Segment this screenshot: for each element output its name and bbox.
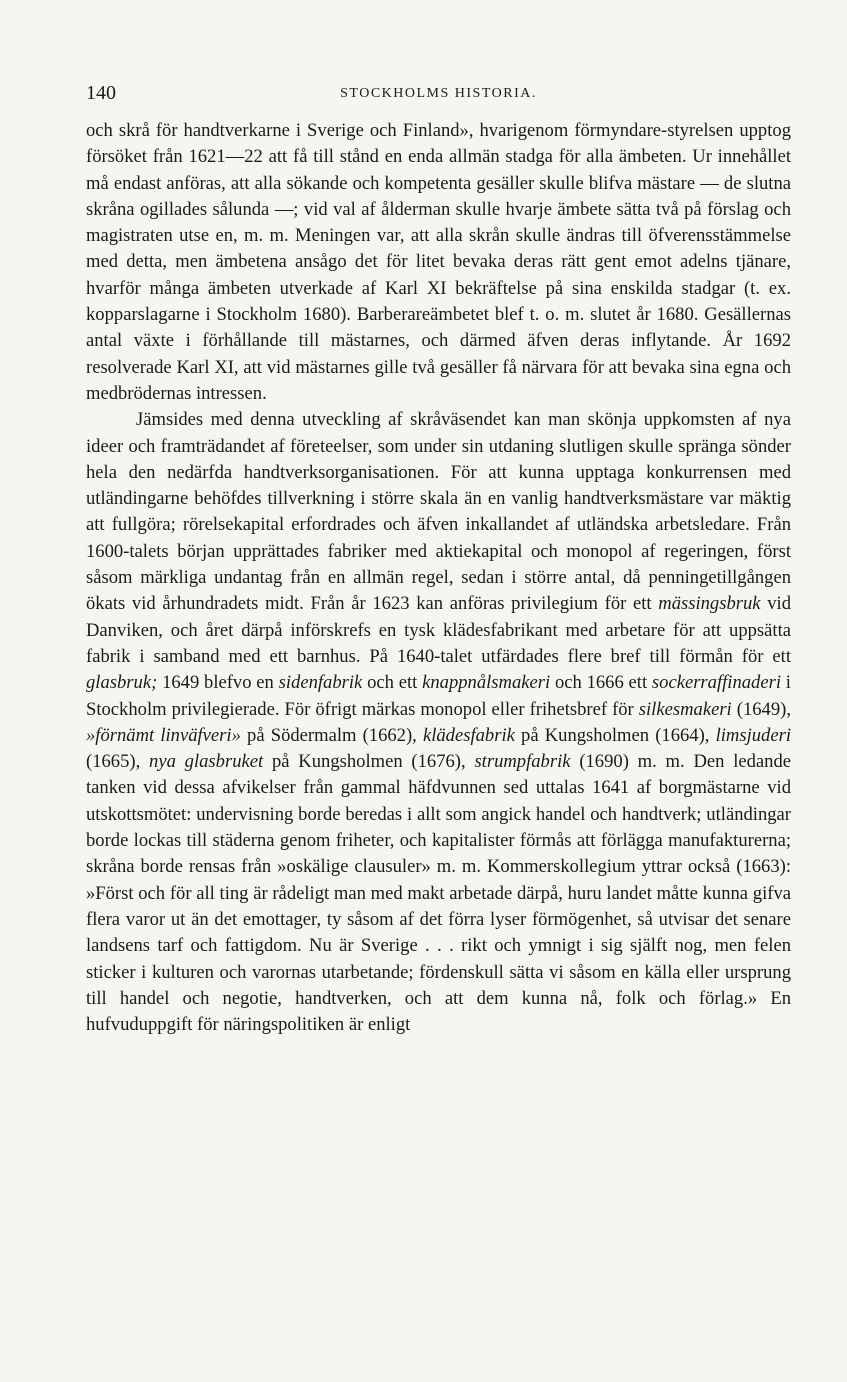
text-run: och 1666 ett (554, 672, 648, 694)
text-run: och ett (367, 672, 418, 694)
page-number: 140 (86, 82, 116, 104)
paragraph-1: och skrå för handtverkarne i Sverige och Finland», hvarigenom förmyndare-styrelsen upptog försöket från 1621—22 att få till stånd en enda allmän stadga för alla ämbeten. Ur innehållet må endast anföras, att alla sökande och kompetenta gesäller skulle blifva mästare — de slutna skråna ogillades sålunda —; vid val af ålderman skulle hvarje ämbete sätta två på förslag och magistraten utse en, m. m. Meningen var, att alla skrån skulle ändras till öfverensstämmelse med detta, men ämbetena ansågo det för litet bevaka deras rätt gent emot adelns tjänare, hvarför många ämbeten utverkade af Karl XI bekräftelse på sina enskilda stadgar (t. ex. kopparslagarne i Stockholm 1680). Barberareämbetet blef t. o. m. slutet år 1680. Gesällernas antal växte i förhållande till mästarnes, och därmed äfven deras inflytande. År 1692 resolverade Karl XI, att vid mästarnes gille två gesäller få närvara för att bevaka sina egna och medbrödernas intressen. (86, 120, 791, 404)
page-header (86, 82, 791, 112)
text-run: (1649), (736, 698, 791, 720)
italic-term: klädesfabrik (422, 724, 515, 746)
text-run: på Kungsholmen (1664), (521, 724, 710, 746)
italic-term: mässingsbruk (658, 593, 761, 615)
text-run: på Kungsholmen (1676), (271, 751, 466, 773)
italic-term: nya glasbruket (149, 751, 264, 773)
running-title: STOCKHOLMS HISTORIA. (340, 86, 537, 101)
text-run: Jämsides med denna utveckling af skråväsendet kan man skönja uppkomsten af nya ideer och framträdandet af företeelser, som under sin utdaning slutligen skulle spränga sönder hela den nedärfda handtverksorganisationen. För att kunna upptaga konkurrensen med utländingarne behöfdes tillverkning i större skala än en vanlig handtverksmästare var mäktig att fullgöra; rörelsekapital erfordrades och äfven inkallandet af utländska arbetsledare. Från 1600-talets början upprättades fabriker med aktiekapital och monopol af regeringen, först såsom märkliga undantag från en allmän regel, sedan i större antal, då penningetillgången ökats vid århundradets midt. Från år 1623 kan anföras privilegium för ett (86, 409, 791, 615)
italic-term: sockerraffinaderi (651, 672, 782, 694)
italic-term: knappnålsmakeri (422, 672, 551, 694)
text-run: 1649 blefvo en (162, 672, 274, 694)
text-run: i Stockholm privilegierade. För öfrigt märkas monopol eller frihetsbref för (86, 672, 791, 720)
text-run: (1690) m. m. Den ledande tanken vid dessa afvikelser från gammal häfdvunnen sed uttalas 1641 af borgmästarne vid utskottsmötet: undervisning borde beredas i allt som angick handel och handtverk; utländingar borde lockas till städerna genom friheter, och kapitalister förmås att förlägga manufakturerna; skråna borde rensas från »oskälige clausuler» m. m. Kommerskollegium yttrar också (1663): »Först och för all ting är rådeligt man med makt arbetade därpå, huru landet måtte kunna gifva flera varor ut än det emottager, ty såsom af det förra lyser förmögenhet, så utvisar det senare landsens tarf och fattigdom. Nu är Sverige . . . rikt och ymnigt i sig själft nog, men felen sticker i kulturen och varornas utarbetande; fördenskull sätta vi såsom en källa eller ursprung till handel och negotie, handtverken, och att dem kunna nå, folk och förlag.» En hufvuduppgift för näringspolitiken är enligt (86, 751, 792, 1036)
paragraph-2 (86, 407, 791, 1038)
italic-term: silkesmakeri (638, 698, 732, 720)
italic-term: »förnämt linväfveri» (86, 724, 241, 746)
italic-term: glasbruk; (86, 672, 158, 694)
italic-term: strumpfabrik (474, 751, 571, 773)
italic-term: limsjuderi (715, 724, 792, 746)
text-run: (1665), (86, 751, 141, 773)
body-text (86, 118, 791, 1038)
text-run: vid Danviken, och året därpå införskrefs en tysk klädesfabrikant med arbetare för att uppsätta fabrik i samband med ett barnhus. På 1640-talet utfärdades flere bref till förmån för ett (86, 593, 791, 667)
text-run: på Södermalm (1662), (247, 724, 417, 746)
italic-term: sidenfabrik (278, 672, 363, 694)
